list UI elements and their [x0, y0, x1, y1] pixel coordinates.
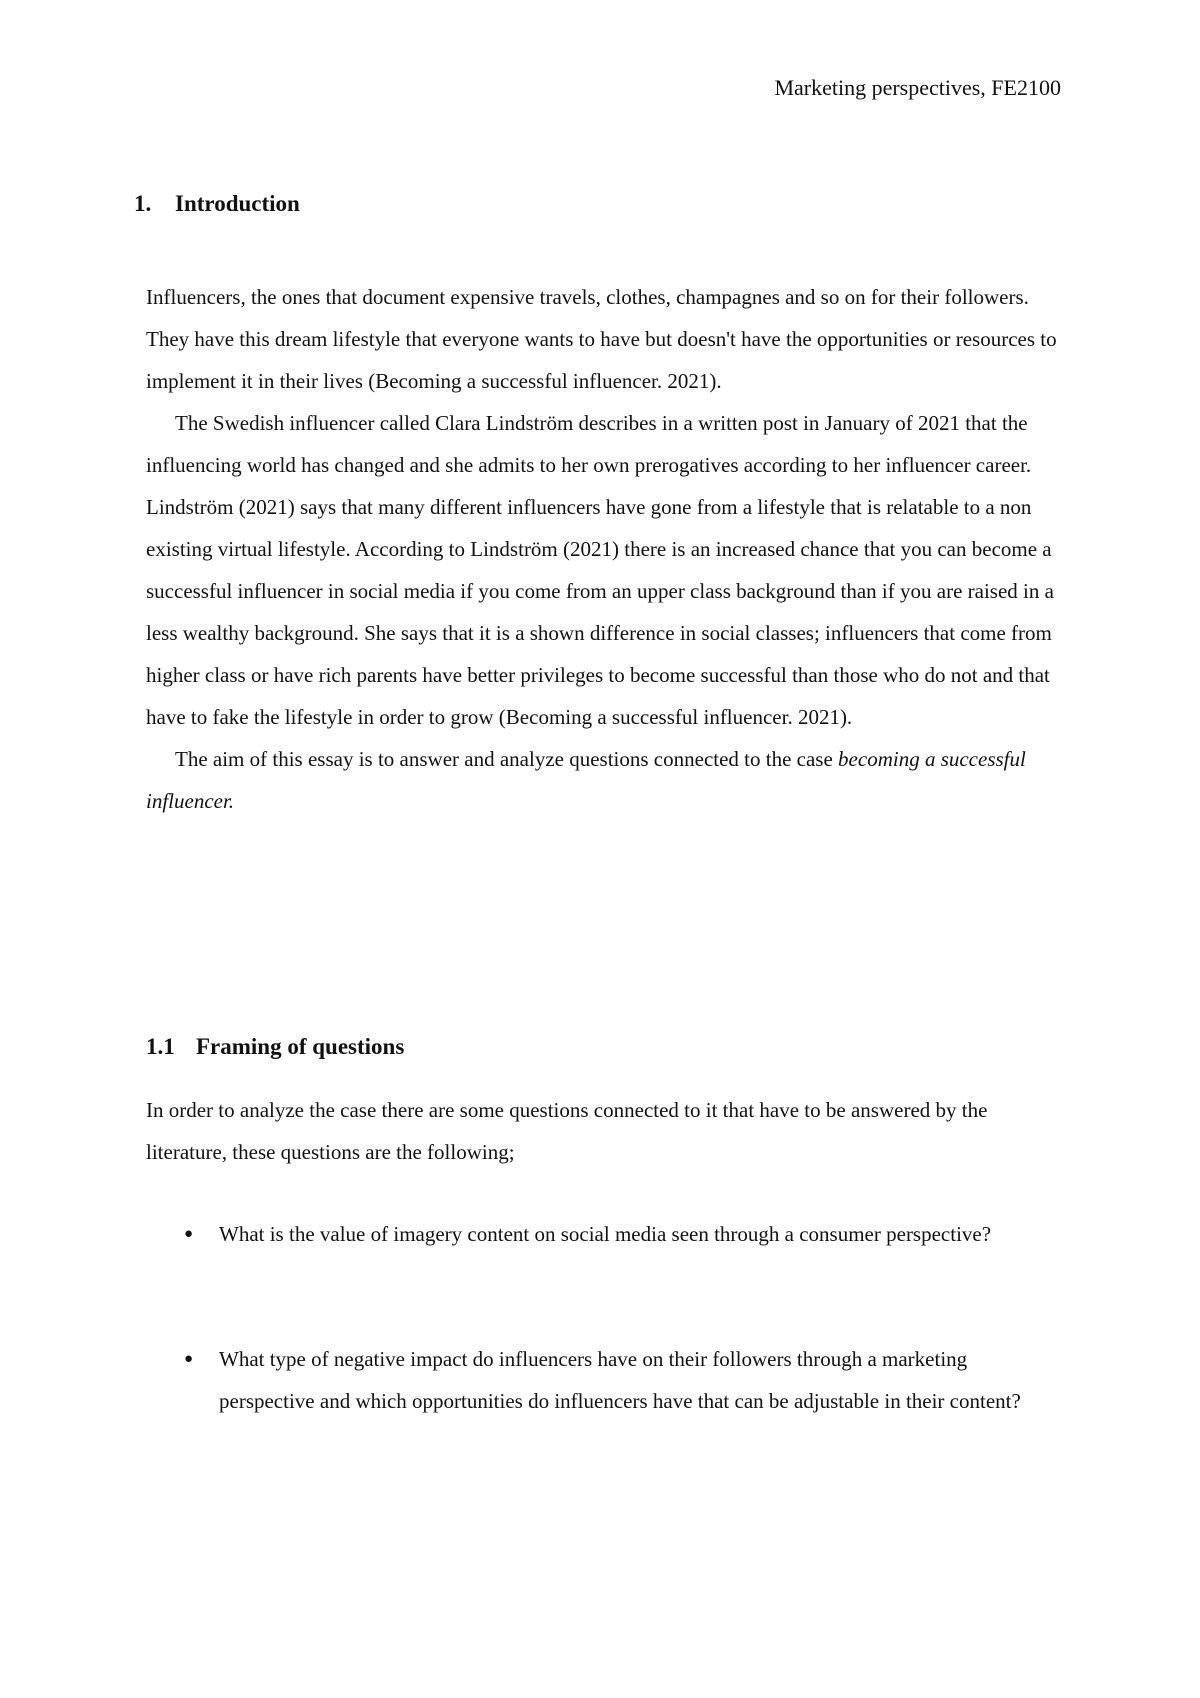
running-header: Marketing perspectives, FE2100: [774, 75, 1061, 100]
bullet-icon: ●: [184, 1226, 194, 1242]
paragraph: In order to analyze the case there are some questions connected to it that have to be answered by the literature, these questions are the following;: [146, 1098, 988, 1164]
aim-paragraph: [146, 738, 1066, 822]
framing-body: [146, 1089, 1066, 1173]
section-title: Framing of questions: [196, 1034, 405, 1059]
section-title: Introduction: [175, 191, 300, 216]
section-number: 1.1: [146, 1034, 175, 1059]
aim-text: The aim of this essay is to answer and analyze questions connected to the case: [175, 747, 839, 771]
question-text: What type of negative impact do influencers have on their followers through a marketing perspective and which opportunities do influencers have that can be adjustable in their content?: [219, 1347, 1021, 1413]
case-title: becoming a successful influencer.: [146, 747, 1026, 813]
section-heading-introduction: [134, 189, 300, 219]
introduction-body: [146, 276, 1066, 822]
list-item: [184, 1338, 1024, 1422]
list-item: [184, 1213, 1024, 1255]
section-heading-framing: [146, 1032, 404, 1062]
section-number: 1.: [134, 191, 152, 216]
paragraph: Influencers, the ones that document expensive travels, clothes, champagnes and so on for their followers. They have this dream lifestyle that everyone wants to have but doesn't have the opportunities or resources to implement it in their lives (Becoming a successful influencer. 2021).: [146, 285, 1057, 393]
paragraph: The Swedish influencer called Clara Lindström describes in a written post in January of 2021 that the influencing world has changed and she admits to her own prerogatives according to her influencer career. Lindström (2021) says that many different influencers have gone from a lifestyle that is relatable to a non existing virtual lifestyle. According to Lindström (2021) there is an increased chance that you can become a successful influencer in social media if you come from an upper class background than if you are raised in a less wealthy background. She says that it is a shown difference in social classes; influencers that come from higher class or have rich parents have better privileges to become successful than those who do not and that have to fake the lifestyle in order to grow (Becoming a successful influencer. 2021).: [146, 411, 1054, 729]
question-text: What is the value of imagery content on social media seen through a consumer perspective?: [219, 1222, 992, 1246]
bullet-icon: ●: [184, 1351, 194, 1367]
